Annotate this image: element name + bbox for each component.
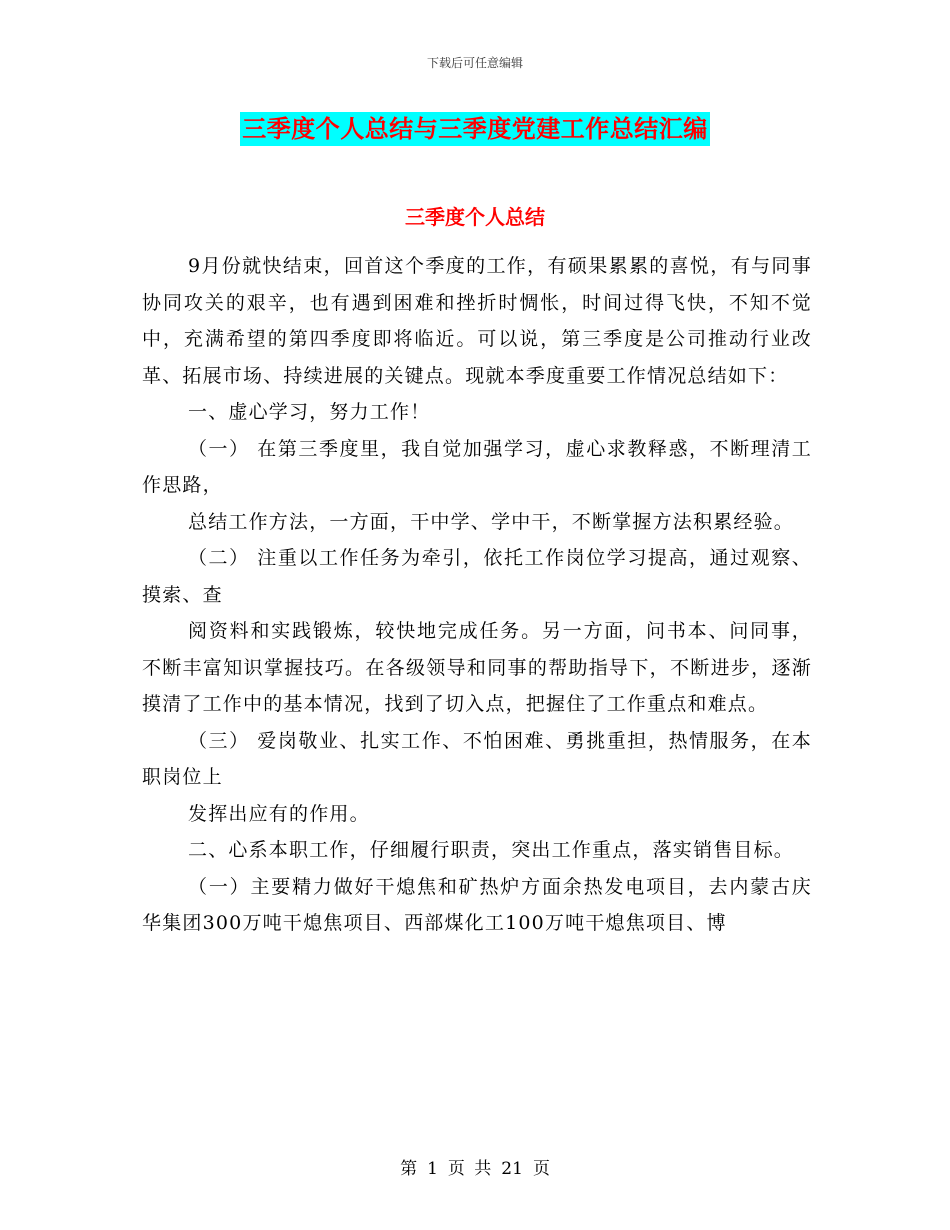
total-pages: 21 [501, 1159, 523, 1179]
paragraph: （一）主要精力做好干熄焦和矿热炉方面余热发电项目，去内蒙古庆华集团300万吨干熄焦项目、西部煤化工100万吨干熄焦项目、博 [142, 875, 812, 934]
header-note: 下载后可任意编辑 [426, 56, 523, 70]
document-body [142, 248, 812, 942]
footer-middle: 页 共 [447, 1159, 492, 1179]
document-title [0, 112, 950, 146]
page-footer [0, 1154, 950, 1179]
page-number: 1 [427, 1159, 438, 1179]
footer-prefix: 第 [400, 1159, 418, 1179]
paragraph: 一、虚心学习，努力工作！ [188, 401, 431, 423]
document-title-text: 三季度个人总结与三季度党建工作总结汇编 [240, 112, 710, 146]
paragraph: 9月份就快结束，回首这个季度的工作，有硕果累累的喜悦，有与同事协同攻关的艰辛，也有遇到困难和挫折时惆怅，时间过得飞快，不知不觉中，充满希望的第四季度即将临近。可以说，第三季度是公司推动行业改革、拓展市场、持续进展的关键点。现就本季度重要工作情况总结如下： [142, 255, 812, 387]
paragraph: 阅资料和实践锻炼，较快地完成任务。另一方面，问书本、问同事，不断丰富知识掌握技巧。在各级领导和同事的帮助指导下，不断进步，逐渐摸清了工作中的基本情况，找到了切入点，把握住了工作重点和难点。 [142, 620, 812, 715]
section-title: 三季度个人总结 [405, 205, 545, 229]
paragraph: 发挥出应有的作用。 [188, 802, 370, 825]
footer-suffix: 页 [532, 1159, 550, 1179]
paragraph: （一） 在第三季度里，我自觉加强学习，虚心求教释惑，不断理清工作思路， [142, 437, 812, 496]
paragraph: 总结工作方法，一方面，干中学、学中干，不断掌握方法积累经验。 [188, 510, 795, 533]
paragraph: （二） 注重以工作任务为牵引，依托工作岗位学习提高，通过观察、摸索、查 [142, 547, 812, 606]
paragraph: 二、心系本职工作，仔细履行职责，突出工作重点，落实销售目标。 [188, 839, 795, 861]
paragraph: （三） 爱岗敬业、扎实工作、不怕困难、勇挑重担，热情服务，在本职岗位上 [142, 729, 812, 788]
